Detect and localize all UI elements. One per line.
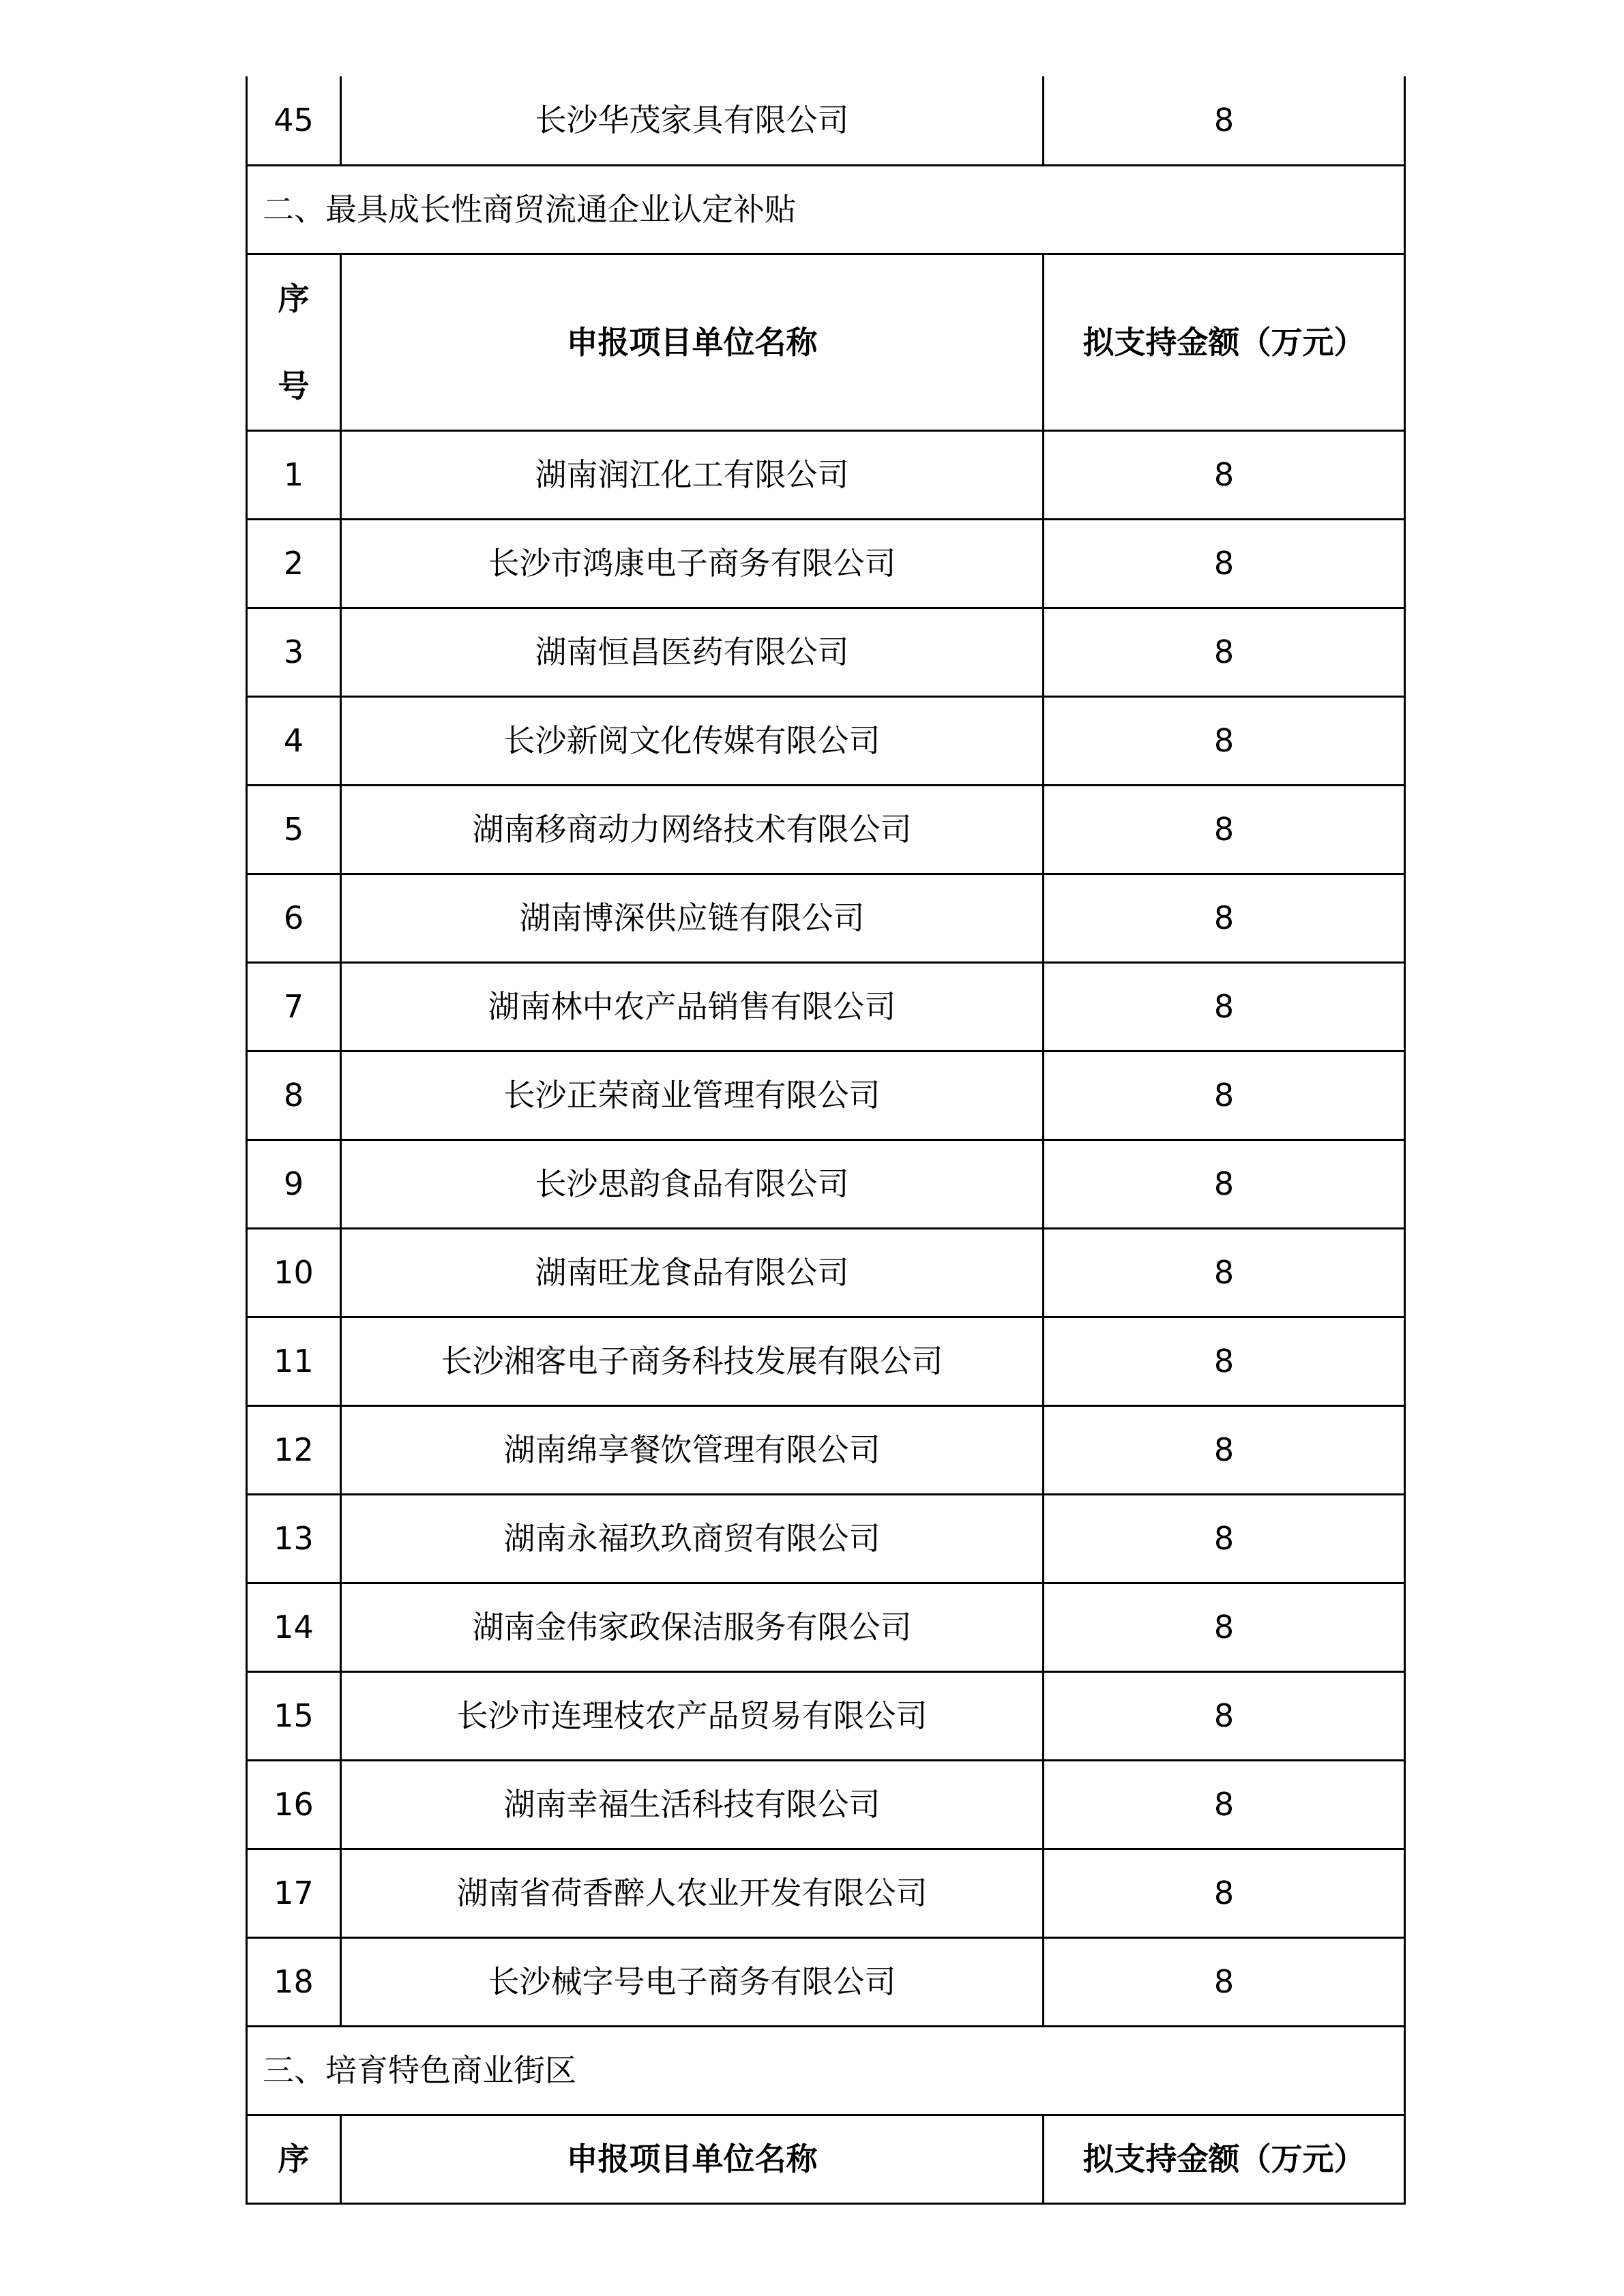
company-name-cell: 湖南润江化工有限公司 [341, 430, 1044, 519]
amount-cell: 8 [1044, 696, 1405, 785]
seq-cell: 14 [247, 1583, 341, 1671]
table-row [247, 1583, 1405, 1671]
seq-header-line1: 序 [278, 280, 310, 317]
company-name-cell: 长沙新阅文化传媒有限公司 [341, 696, 1044, 785]
company-name-cell: 湖南移商动力网络技术有限公司 [341, 785, 1044, 874]
company-name-cell: 长沙湘客电子商务科技发展有限公司 [341, 1317, 1044, 1405]
amount-cell: 8 [1044, 785, 1405, 874]
section-3-title: 三、培育特色商业街区 [247, 2026, 1405, 2115]
amount-cell: 8 [1044, 1583, 1405, 1671]
company-name-cell: 湖南金伟家政保洁服务有限公司 [341, 1583, 1044, 1671]
table-row [247, 608, 1405, 696]
company-name-cell: 湖南绵享餐饮管理有限公司 [341, 1405, 1044, 1494]
section-title-row [247, 2026, 1405, 2115]
company-name-cell: 湖南旺龙食品有限公司 [341, 1228, 1044, 1317]
table-row [247, 519, 1405, 608]
amount-cell: 8 [1044, 1671, 1405, 1760]
seq-cell: 5 [247, 785, 341, 874]
seq-cell: 6 [247, 874, 341, 962]
amount-cell: 8 [1044, 874, 1405, 962]
table-row [247, 430, 1405, 519]
seq-cell: 9 [247, 1139, 341, 1228]
seq-cell: 11 [247, 1317, 341, 1405]
company-name-cell: 湖南林中农产品销售有限公司 [341, 962, 1044, 1051]
seq-cell: 16 [247, 1760, 341, 1849]
amount-cell: 8 [1044, 1051, 1405, 1139]
company-name-cell: 长沙正荣商业管理有限公司 [341, 1051, 1044, 1139]
seq-cell: 18 [247, 1937, 341, 2026]
table-row [247, 785, 1405, 874]
company-name-cell: 长沙市连理枝农产品贸易有限公司 [341, 1671, 1044, 1760]
table-row [247, 1671, 1405, 1760]
seq-cell: 45 [247, 76, 341, 165]
seq-cell: 1 [247, 430, 341, 519]
section-2-title: 二、最具成长性商贸流通企业认定补贴 [247, 165, 1405, 254]
company-name-cell: 长沙华茂家具有限公司 [341, 76, 1044, 165]
amount-cell: 8 [1044, 76, 1405, 165]
table-row [247, 874, 1405, 962]
name-header: 申报项目单位名称 [341, 2115, 1044, 2203]
seq-cell: 15 [247, 1671, 341, 1760]
subsidy-table [246, 76, 1406, 2205]
company-name-cell: 湖南恒昌医药有限公司 [341, 608, 1044, 696]
seq-cell: 4 [247, 696, 341, 785]
amount-cell: 8 [1044, 519, 1405, 608]
table-body [247, 76, 1405, 430]
table-row [247, 696, 1405, 785]
amount-cell: 8 [1044, 1139, 1405, 1228]
amount-cell: 8 [1044, 608, 1405, 696]
seq-header: 序 [247, 2115, 341, 2203]
table-row [247, 1051, 1405, 1139]
amount-header: 拟支持金额（万元） [1044, 254, 1405, 430]
amount-cell: 8 [1044, 1760, 1405, 1849]
section-2-rows [247, 430, 1405, 2026]
amount-cell: 8 [1044, 1317, 1405, 1405]
seq-cell: 17 [247, 1849, 341, 1937]
amount-cell: 8 [1044, 962, 1405, 1051]
table-row [247, 962, 1405, 1051]
table-row [247, 1937, 1405, 2026]
name-header: 申报项目单位名称 [341, 254, 1044, 430]
amount-cell: 8 [1044, 1405, 1405, 1494]
amount-header: 拟支持金额（万元） [1044, 2115, 1405, 2203]
amount-cell: 8 [1044, 1849, 1405, 1937]
company-name-cell: 湖南幸福生活科技有限公司 [341, 1760, 1044, 1849]
header-row [247, 2115, 1405, 2203]
company-name-cell: 长沙械字号电子商务有限公司 [341, 1937, 1044, 2026]
section-3 [247, 2026, 1405, 2203]
table-row [247, 1317, 1405, 1405]
table-row [247, 1139, 1405, 1228]
section-title-row [247, 165, 1405, 254]
table-row [247, 1760, 1405, 1849]
seq-cell: 13 [247, 1494, 341, 1583]
company-name-cell: 湖南永福玖玖商贸有限公司 [341, 1494, 1044, 1583]
table-row [247, 1494, 1405, 1583]
company-name-cell: 湖南博深供应链有限公司 [341, 874, 1044, 962]
seq-cell: 3 [247, 608, 341, 696]
table-row [247, 1228, 1405, 1317]
table-row [247, 1405, 1405, 1494]
company-name-cell: 湖南省荷香醉人农业开发有限公司 [341, 1849, 1044, 1937]
seq-header [247, 254, 341, 430]
company-name-cell: 长沙思韵食品有限公司 [341, 1139, 1044, 1228]
seq-cell: 7 [247, 962, 341, 1051]
table-row [247, 76, 1405, 165]
seq-cell: 10 [247, 1228, 341, 1317]
header-row [247, 254, 1405, 430]
seq-cell: 12 [247, 1405, 341, 1494]
amount-cell: 8 [1044, 430, 1405, 519]
seq-header-line2: 号 [278, 367, 310, 404]
amount-cell: 8 [1044, 1228, 1405, 1317]
amount-cell: 8 [1044, 1937, 1405, 2026]
amount-cell: 8 [1044, 1494, 1405, 1583]
seq-cell: 8 [247, 1051, 341, 1139]
company-name-cell: 长沙市鸿康电子商务有限公司 [341, 519, 1044, 608]
seq-cell: 2 [247, 519, 341, 608]
table-row [247, 1849, 1405, 1937]
